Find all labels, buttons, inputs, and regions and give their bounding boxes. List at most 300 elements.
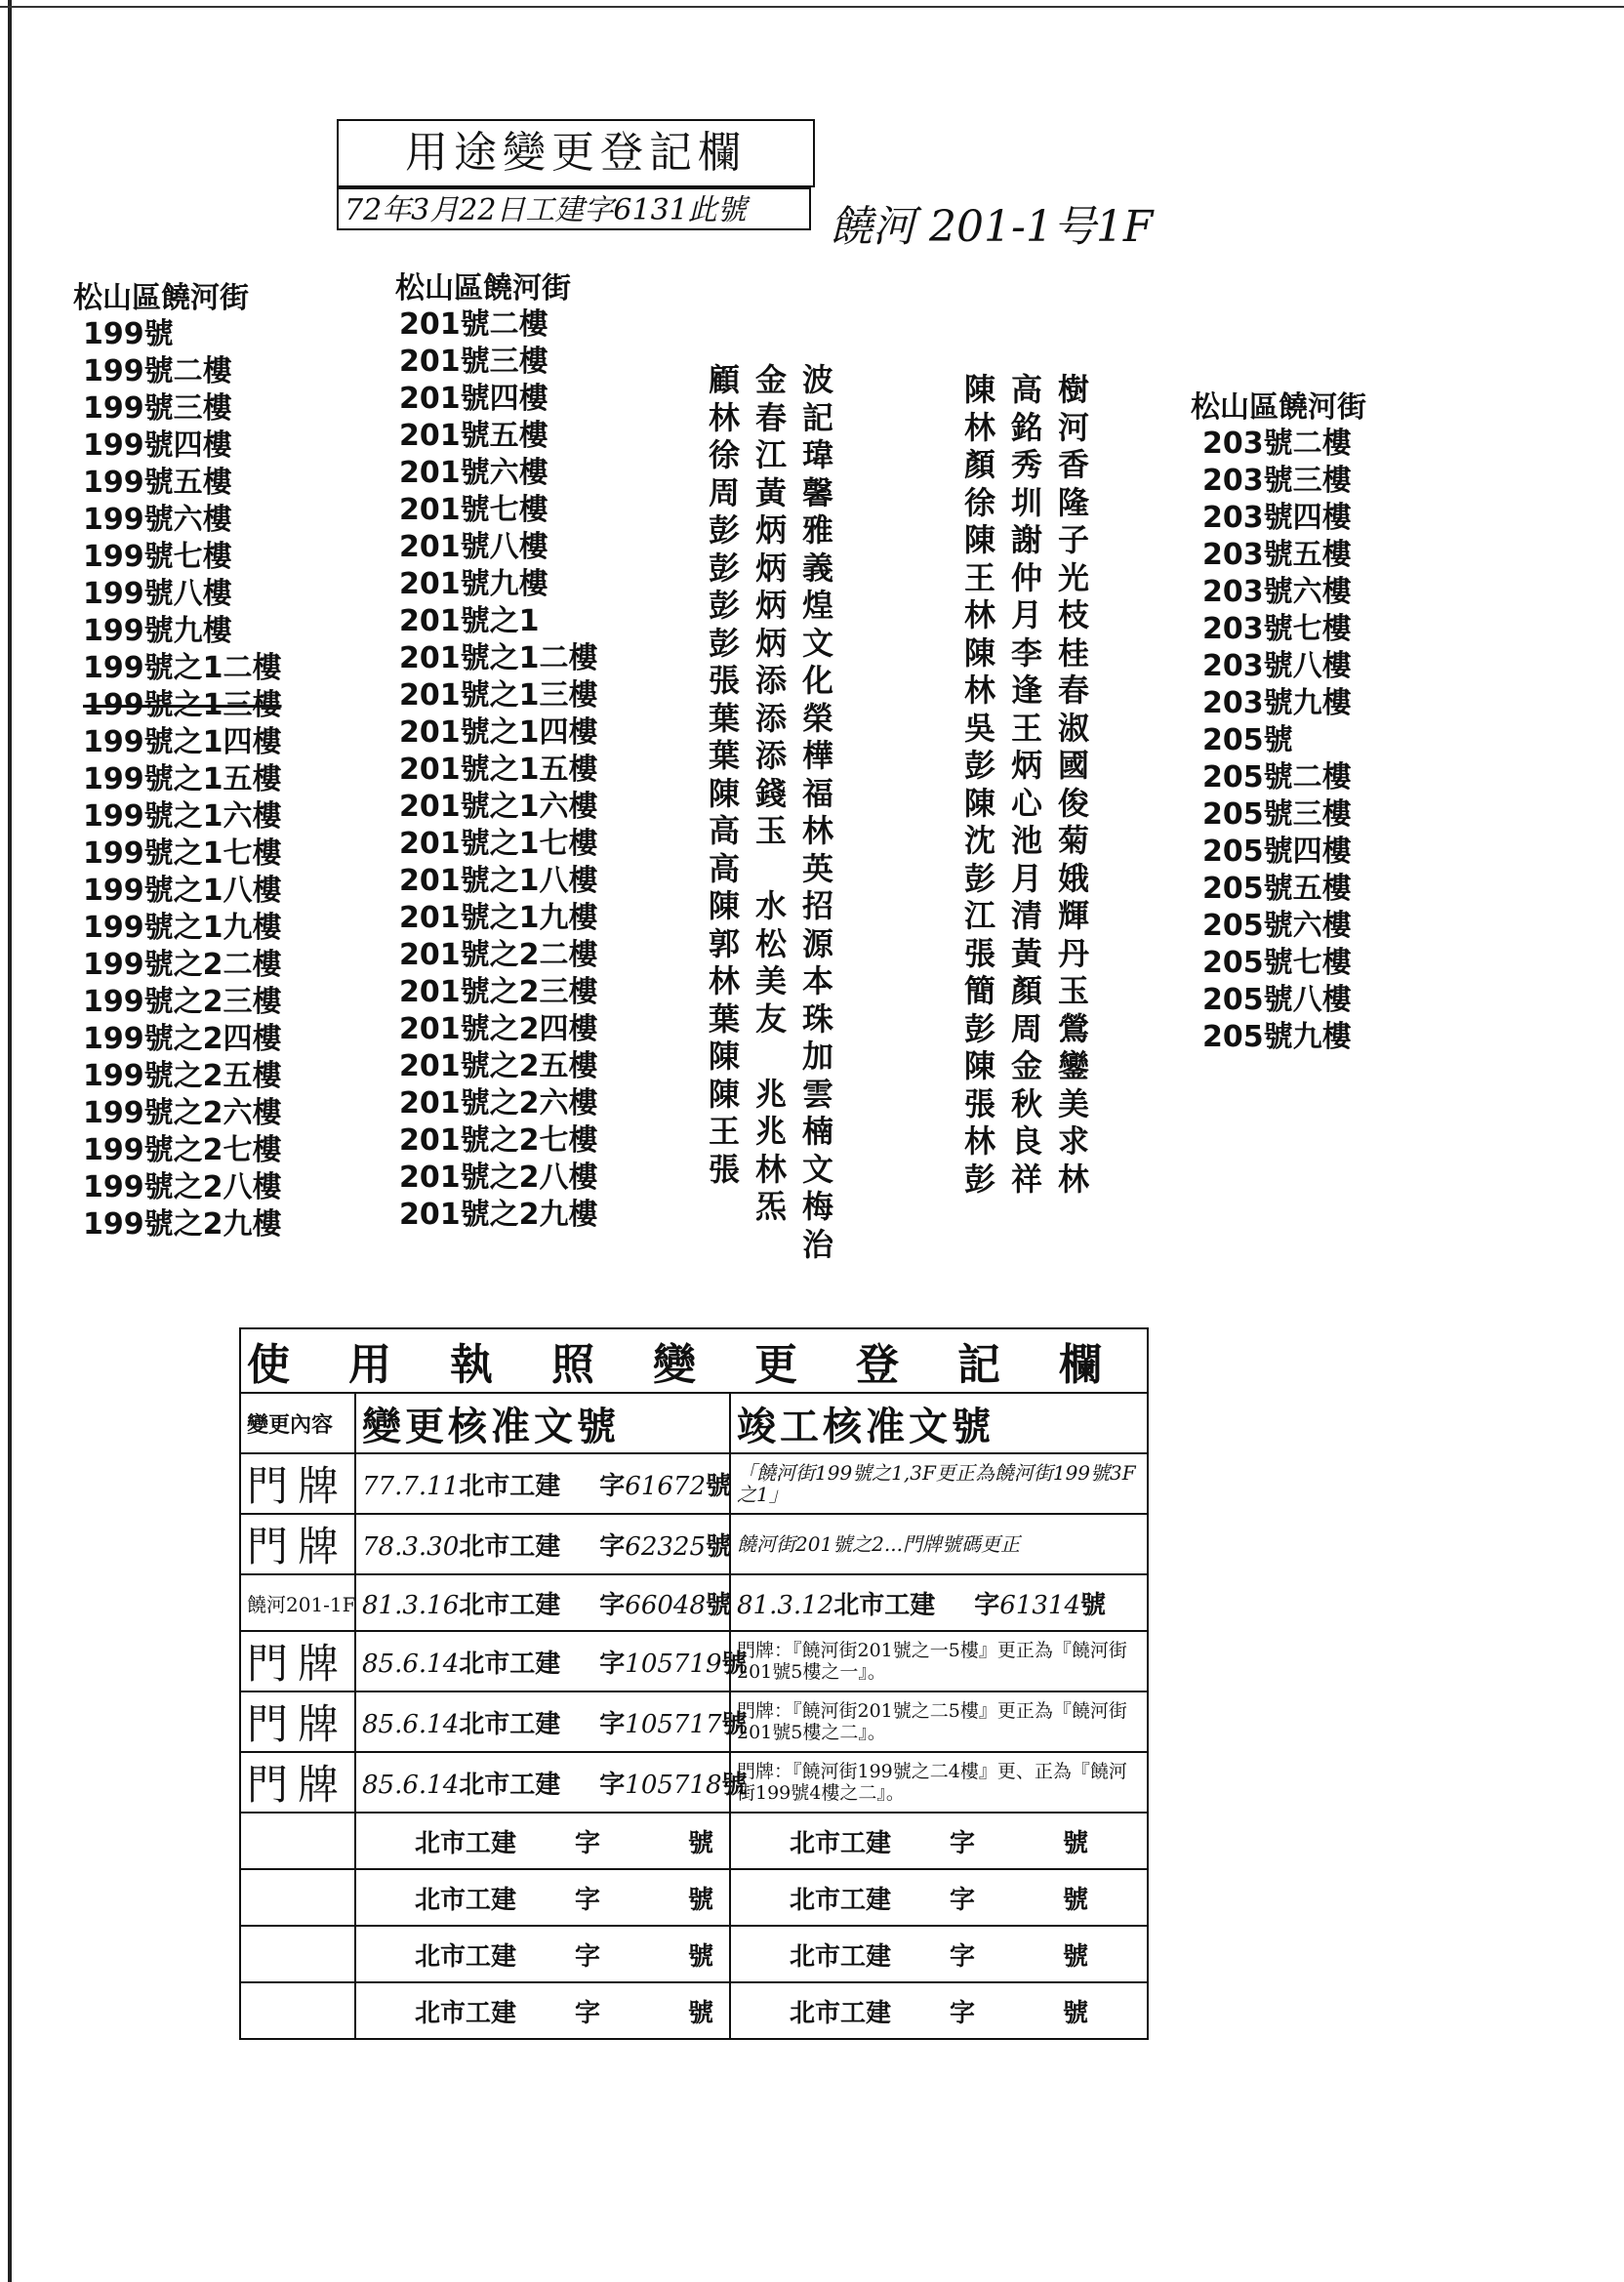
name-char: 心	[1010, 784, 1042, 822]
name-char: 珠	[801, 999, 833, 1038]
name-char: 陳	[708, 1038, 740, 1075]
address-row: 199號七樓	[83, 540, 232, 574]
address-row: 199號之2三樓	[83, 985, 282, 1019]
owner-names-group-2	[956, 371, 1097, 1198]
table-row-blank	[240, 1869, 1148, 1926]
change-approval-cell	[355, 1514, 730, 1574]
address-row: 199號之1六樓	[83, 799, 282, 834]
name-char: 仲	[1010, 558, 1042, 596]
name-char: 河	[1057, 408, 1089, 446]
approval-date: 78.3.30	[362, 1531, 460, 1562]
name-char: 彭	[963, 859, 995, 897]
change-approval-cell	[355, 1982, 730, 2039]
name-char: 江	[754, 436, 787, 473]
name-char: 英	[801, 849, 833, 887]
name-char: 義	[801, 549, 833, 587]
name-char: 彭	[708, 587, 740, 624]
address-row: 201號之2二樓	[399, 938, 598, 972]
header-permit-line: 72年3月22日工建字6131此號	[337, 187, 811, 230]
approval-number: 62325	[625, 1531, 706, 1562]
name-char: 金	[754, 361, 787, 398]
approval-number: 66048	[625, 1590, 706, 1620]
name-char: 治	[801, 1225, 833, 1263]
address-row: 205號四樓	[1202, 835, 1352, 869]
name-char: 陳	[708, 1075, 740, 1113]
name-char: 炳	[754, 549, 787, 587]
name-char: 添	[754, 662, 787, 699]
address-row: 205號六樓	[1202, 909, 1352, 943]
approval-number: 105717	[625, 1709, 722, 1739]
name-char: 梅	[801, 1188, 833, 1225]
change-approval-cell	[355, 1631, 748, 1691]
address-row: 199號三樓	[83, 391, 232, 426]
approval-number: 105719	[625, 1649, 722, 1679]
address-row: 199號九樓	[83, 614, 232, 648]
name-char: 秀	[1010, 446, 1042, 483]
owner-names-group-1	[701, 361, 841, 1263]
change-approval-cell	[355, 1453, 730, 1514]
name-char: 王	[963, 558, 995, 596]
name-char: 春	[754, 398, 787, 436]
address-row: 201號九樓	[399, 567, 548, 601]
name-char: 彭	[963, 1009, 995, 1047]
zi-char: 字	[575, 1998, 601, 2028]
zi-char: 字	[575, 1828, 601, 1858]
name-char: 鑾	[1057, 1047, 1089, 1084]
name-char: 金	[1010, 1047, 1042, 1084]
zi-char: 字	[974, 1590, 1000, 1620]
name-char: 春	[1057, 672, 1089, 709]
name-char: 張	[708, 1150, 740, 1188]
address-row: 199號之1三樓	[83, 688, 282, 722]
address-row: 199號五樓	[83, 466, 232, 500]
name-column	[1050, 371, 1097, 1198]
change-kind: 門牌	[240, 1631, 355, 1691]
address-row: 201號二樓	[399, 307, 548, 342]
approval-date: 85.6.14	[362, 1709, 460, 1739]
name-char: 錢	[754, 774, 787, 812]
change-approval-cell	[355, 1691, 748, 1752]
address-row: 201號之2四樓	[399, 1012, 598, 1046]
approval-date: 85.6.14	[362, 1770, 460, 1800]
name-char: 郭	[708, 924, 740, 962]
zi-char: 字	[599, 1590, 626, 1620]
name-char: 江	[963, 897, 995, 934]
address-row: 199號之1七樓	[83, 836, 282, 871]
list-title: 松山區饒河街	[395, 271, 571, 306]
completion-approval-cell	[730, 1752, 1148, 1813]
address-row: 201號之1五樓	[399, 753, 598, 787]
address-row: 201號之1	[399, 604, 540, 638]
name-char: 顏	[1010, 972, 1042, 1009]
address-row: 201號之1三樓	[399, 678, 598, 713]
table-row	[240, 1453, 1148, 1514]
name-char: 林	[801, 812, 833, 849]
address-row: 199號之1八樓	[83, 874, 282, 908]
header-change-approval: 變更核准文號	[355, 1393, 730, 1453]
address-row: 205號八樓	[1202, 983, 1352, 1017]
change-kind	[240, 1926, 355, 1982]
address-row: 201號之1九樓	[399, 901, 598, 935]
completion-approval-cell	[730, 1631, 1148, 1691]
name-char: 菊	[1057, 822, 1089, 859]
printed-prefix: 北市工建	[415, 1828, 517, 1858]
completion-date: 81.3.12	[737, 1590, 834, 1620]
name-char	[755, 1038, 787, 1076]
address-row: 205號七樓	[1202, 946, 1352, 980]
address-row: 199號六樓	[83, 503, 232, 537]
name-char: 加	[801, 1038, 833, 1075]
printed-prefix: 北市工建	[790, 1998, 892, 2028]
name-char: 清	[1010, 897, 1042, 934]
address-row: 199號之2六樓	[83, 1096, 282, 1130]
name-char: 彭	[963, 747, 995, 784]
address-row: 199號之2五樓	[83, 1059, 282, 1093]
address-row: 203號七樓	[1202, 612, 1352, 646]
hao-char: 號	[688, 1828, 714, 1858]
name-char: 張	[963, 1084, 995, 1122]
address-row: 201號之1七樓	[399, 827, 598, 861]
address-row: 201號之1六樓	[399, 790, 598, 824]
change-approval-cell	[355, 1869, 730, 1926]
name-char: 娥	[1057, 859, 1089, 897]
list-title: 松山區饒河街	[1191, 390, 1366, 425]
zi-char: 字	[575, 1885, 601, 1915]
name-char: 徐	[963, 483, 995, 521]
name-char: 樹	[1057, 371, 1089, 408]
name-char: 林	[963, 408, 995, 446]
address-row: 201號之1四樓	[399, 715, 598, 750]
name-char: 添	[754, 699, 787, 737]
address-row: 203號九樓	[1202, 686, 1352, 720]
name-char: 松	[754, 924, 787, 962]
name-char: 美	[1057, 1084, 1089, 1122]
address-row: 201號四樓	[399, 382, 548, 416]
printed-prefix: 北市工建	[833, 1590, 936, 1620]
address-row: 199號之2八樓	[83, 1170, 282, 1204]
name-char: 文	[801, 1150, 833, 1188]
approval-date: 77.7.11	[362, 1471, 460, 1501]
name-char: 葉	[708, 737, 740, 774]
change-kind: 門牌	[240, 1453, 355, 1514]
address-row: 203號八樓	[1202, 649, 1352, 683]
printed-prefix: 北市工建	[459, 1649, 561, 1679]
change-approval-cell	[355, 1926, 730, 1982]
name-char: 炳	[754, 587, 787, 624]
name-char: 王	[708, 1113, 740, 1150]
name-char: 簡	[963, 972, 995, 1009]
zi-char: 字	[950, 1885, 976, 1915]
name-char: 葉	[708, 999, 740, 1038]
change-approval-cell	[355, 1813, 730, 1869]
hao-char: 號	[706, 1531, 732, 1562]
name-char: 丹	[1057, 934, 1089, 972]
zi-char: 字	[950, 1828, 976, 1858]
name-char: 陳	[963, 1047, 995, 1084]
zi-char: 字	[599, 1531, 626, 1562]
scan-edge-left	[8, 0, 12, 2282]
change-kind	[240, 1869, 355, 1926]
table-row	[240, 1752, 1148, 1813]
completion-number: 61314	[999, 1590, 1080, 1620]
name-char: 炳	[754, 511, 787, 549]
completion-approval-cell	[730, 1691, 1148, 1752]
header-change-content: 變更內容	[240, 1393, 355, 1453]
name-char: 兆	[754, 1075, 787, 1113]
address-row: 199號之2四樓	[83, 1022, 282, 1056]
approval-number: 61672	[625, 1471, 706, 1501]
completion-note: 門牌：『饒河街199號之二4樓』更、正為『饒河街199號4樓之二』。	[737, 1761, 1127, 1804]
printed-prefix: 北市工建	[415, 1998, 517, 2028]
name-column	[1003, 371, 1050, 1198]
name-char: 圳	[1010, 483, 1042, 521]
printed-prefix: 北市工建	[459, 1531, 561, 1562]
address-row: 199號之1九樓	[83, 911, 282, 945]
address-row: 199號二樓	[83, 354, 232, 388]
name-char: 逢	[1010, 672, 1042, 709]
name-char: 池	[1010, 822, 1042, 859]
name-char: 陳	[963, 633, 995, 672]
name-char: 雲	[801, 1075, 833, 1113]
name-char: 林	[754, 1150, 787, 1188]
name-char: 彭	[708, 549, 740, 587]
name-column	[701, 361, 748, 1263]
name-char: 玉	[754, 812, 787, 849]
completion-approval-cell	[730, 1453, 1148, 1514]
hao-char: 號	[706, 1471, 732, 1501]
name-char: 林	[963, 672, 995, 709]
printed-prefix: 北市工建	[790, 1885, 892, 1915]
name-char: 彭	[708, 511, 740, 549]
hao-char: 號	[1080, 1590, 1107, 1620]
table-row-blank	[240, 1926, 1148, 1982]
address-row: 201號之2六樓	[399, 1086, 598, 1121]
name-char: 祥	[1010, 1160, 1042, 1198]
table-row	[240, 1631, 1148, 1691]
printed-prefix: 北市工建	[459, 1709, 561, 1739]
address-row: 201號之2九樓	[399, 1198, 598, 1232]
name-char: 波	[801, 361, 833, 398]
name-char: 記	[801, 398, 833, 436]
name-char: 友	[754, 999, 787, 1038]
hao-char: 號	[1063, 1998, 1089, 2028]
header-title: 用途變更登記欄	[337, 119, 815, 187]
address-list-203-205	[1191, 390, 1366, 1056]
address-row: 201號之2三樓	[399, 975, 598, 1009]
name-char: 玉	[1057, 972, 1089, 1009]
name-char: 隆	[1057, 483, 1089, 521]
table-row	[240, 1691, 1148, 1752]
completion-approval-cell	[730, 1926, 1148, 1982]
name-char: 福	[801, 774, 833, 812]
name-char: 陳	[708, 887, 740, 924]
name-char: 林	[963, 1122, 995, 1160]
zi-char: 字	[599, 1709, 626, 1739]
header-completion-approval: 竣工核准文號	[730, 1393, 1148, 1453]
zi-char: 字	[950, 1941, 976, 1972]
name-char: 美	[754, 962, 787, 999]
completion-approval-cell	[730, 1813, 1148, 1869]
completion-note: 饒河街201號之2...門牌號碼更正	[737, 1532, 1020, 1556]
name-char: 林	[708, 398, 740, 436]
table-row	[240, 1514, 1148, 1574]
name-char: 雅	[801, 511, 833, 549]
name-char: 沈	[963, 822, 995, 859]
printed-prefix: 北市工建	[459, 1590, 561, 1620]
address-list-199	[73, 281, 282, 1243]
name-char: 水	[754, 887, 787, 924]
approval-date: 81.3.16	[362, 1590, 460, 1620]
address-row: 199號之1四樓	[83, 725, 282, 759]
address-row: 203號二樓	[1202, 427, 1352, 461]
table-title: 使用執照變更登記欄	[240, 1328, 1148, 1393]
address-row: 201號七樓	[399, 493, 548, 527]
address-row: 205號五樓	[1202, 872, 1352, 906]
name-char: 高	[708, 812, 740, 849]
address-row: 201號之1二樓	[399, 641, 598, 675]
hao-char: 號	[688, 1885, 714, 1915]
address-row: 201號六樓	[399, 456, 548, 490]
name-char: 徐	[708, 436, 740, 473]
name-char: 炁	[754, 1188, 787, 1225]
change-kind: 饒河201-1F	[240, 1574, 355, 1631]
name-char: 黃	[754, 473, 787, 511]
hao-char: 號	[688, 1941, 714, 1972]
scan-edge-top	[0, 6, 1624, 8]
printed-prefix: 北市工建	[415, 1885, 517, 1915]
name-char: 張	[963, 934, 995, 972]
name-char: 香	[1057, 446, 1089, 483]
printed-prefix: 北市工建	[790, 1828, 892, 1858]
name-column	[748, 361, 794, 1263]
hao-char: 號	[721, 1709, 748, 1739]
name-char: 國	[1057, 747, 1089, 784]
address-row: 199號之2九樓	[83, 1207, 282, 1242]
address-row: 201號三樓	[399, 345, 548, 379]
name-char: 添	[754, 737, 787, 774]
change-kind	[240, 1982, 355, 2039]
name-char: 秋	[1010, 1084, 1042, 1122]
name-char: 陳	[963, 784, 995, 822]
address-row: 199號之1二樓	[83, 651, 282, 685]
name-char: 林	[1057, 1160, 1089, 1198]
address-row: 201號之2八樓	[399, 1161, 598, 1195]
address-row: 199號八樓	[83, 577, 232, 611]
address-row: 203號五樓	[1202, 538, 1352, 572]
completion-approval-cell	[730, 1982, 1148, 2039]
name-char: 周	[708, 473, 740, 511]
address-row: 203號三樓	[1202, 464, 1352, 498]
name-char: 楠	[801, 1113, 833, 1150]
name-char: 瑋	[801, 436, 833, 473]
hao-char: 號	[1063, 1828, 1089, 1858]
change-approval-cell	[355, 1574, 730, 1631]
address-row: 199號	[83, 317, 174, 351]
hao-char: 號	[1063, 1941, 1089, 1972]
hao-char: 號	[1063, 1885, 1089, 1915]
usage-change-header	[337, 119, 815, 236]
name-char: 煌	[801, 587, 833, 624]
completion-approval-cell	[730, 1514, 1148, 1574]
name-char: 求	[1057, 1122, 1089, 1160]
name-char: 良	[1010, 1122, 1042, 1160]
address-row: 201號五樓	[399, 419, 548, 453]
zi-char: 字	[950, 1998, 976, 2028]
name-char: 兆	[754, 1113, 787, 1150]
completion-note: 門牌：『饒河街201號之一5樓』更正為『饒河街201號5樓之一』。	[737, 1640, 1127, 1683]
address-row: 201號之2五樓	[399, 1049, 598, 1083]
name-char: 樺	[801, 737, 833, 774]
name-char: 陳	[963, 521, 995, 558]
handwritten-note: 饒河 201-1号1F	[830, 202, 1154, 252]
address-row: 199號之1五樓	[83, 762, 282, 796]
name-char: 高	[1010, 371, 1042, 408]
name-char: 炳	[1010, 747, 1042, 784]
change-kind: 門牌	[240, 1514, 355, 1574]
name-char: 陳	[708, 774, 740, 812]
name-char: 顧	[708, 361, 740, 398]
address-row: 201號之2七樓	[399, 1123, 598, 1158]
name-char: 化	[801, 662, 833, 699]
name-char: 林	[708, 962, 740, 999]
address-row: 203號四樓	[1202, 501, 1352, 535]
name-char: 周	[1010, 1009, 1042, 1047]
name-char: 陳	[963, 371, 995, 408]
change-kind	[240, 1813, 355, 1869]
name-char: 王	[1010, 709, 1042, 747]
name-char: 文	[801, 624, 833, 662]
license-change-table	[239, 1327, 1160, 2040]
address-row: 199號四樓	[83, 428, 232, 463]
name-char: 桂	[1057, 633, 1089, 672]
name-char: 輝	[1057, 897, 1089, 934]
name-char: 黃	[1010, 934, 1042, 972]
name-char: 炳	[754, 624, 787, 662]
printed-prefix: 北市工建	[415, 1941, 517, 1972]
table-row-blank	[240, 1982, 1148, 2039]
name-char: 吳	[963, 709, 995, 747]
address-row: 205號	[1202, 723, 1293, 757]
change-approval-cell	[355, 1752, 748, 1813]
approval-number: 105718	[625, 1770, 722, 1800]
change-kind: 門牌	[240, 1752, 355, 1813]
zi-char: 字	[575, 1941, 601, 1972]
completion-note: 門牌：『饒河街201號之二5樓』更正為『饒河街201號5樓之二』。	[737, 1700, 1127, 1743]
name-char: 榮	[801, 699, 833, 737]
name-char: 子	[1057, 521, 1089, 558]
zi-char: 字	[599, 1471, 626, 1501]
address-row: 205號三樓	[1202, 797, 1352, 832]
completion-approval-cell	[730, 1574, 1148, 1631]
change-kind: 門牌	[240, 1691, 355, 1752]
name-char: 月	[1010, 859, 1042, 897]
name-char: 枝	[1057, 596, 1089, 633]
name-char: 俊	[1057, 784, 1089, 822]
name-char: 謝	[1010, 521, 1042, 558]
completion-approval-cell	[730, 1869, 1148, 1926]
name-char: 鶯	[1057, 1009, 1089, 1047]
hao-char: 號	[721, 1770, 748, 1800]
table-row-blank	[240, 1813, 1148, 1869]
name-char: 李	[1010, 633, 1042, 672]
address-row: 201號之1八樓	[399, 864, 598, 898]
address-list-201	[395, 271, 598, 1234]
name-char: 源	[801, 924, 833, 962]
name-column	[956, 371, 1003, 1198]
list-title: 松山區饒河街	[73, 281, 249, 315]
name-char: 葉	[708, 699, 740, 737]
hao-char: 號	[706, 1590, 732, 1620]
